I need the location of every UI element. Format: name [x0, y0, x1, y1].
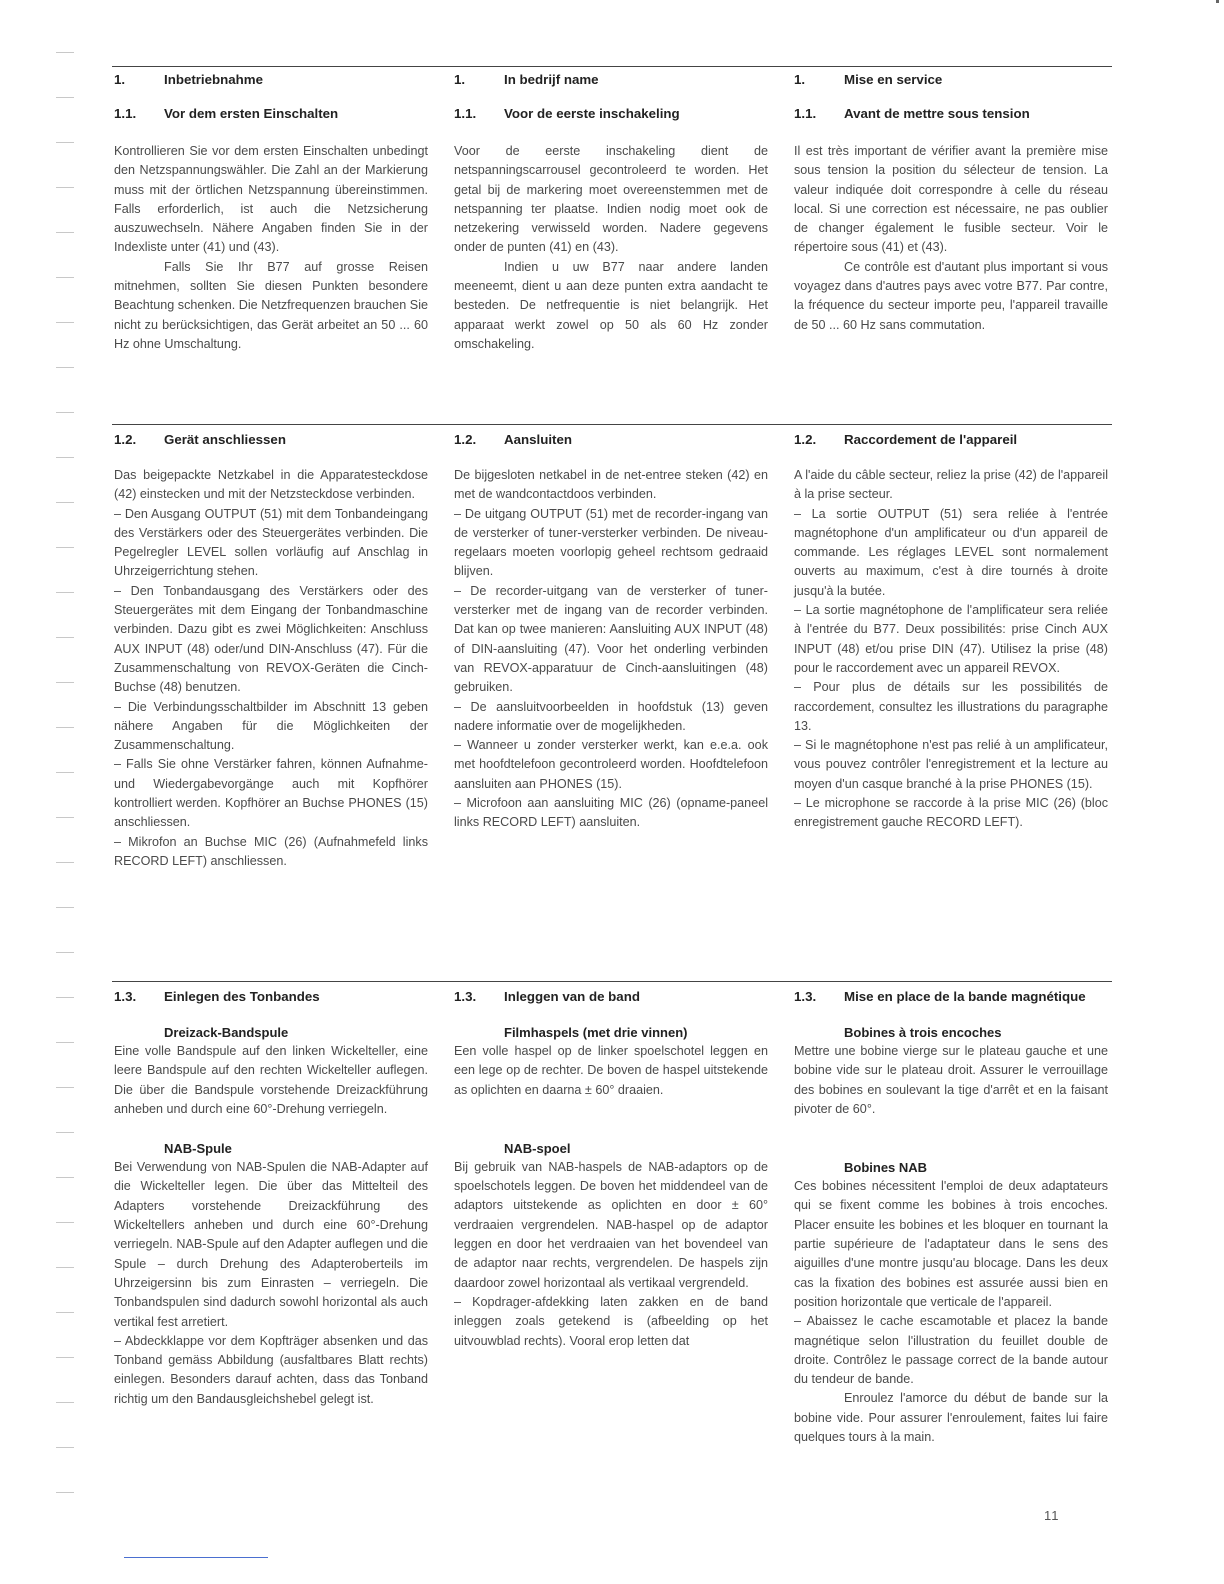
margin-tick	[56, 367, 74, 368]
margin-tick	[56, 1087, 74, 1088]
chapter-heading	[794, 72, 1108, 88]
heading-title: Aansluiten	[504, 432, 572, 447]
paragraph: – Pour plus de détails sur les possibilités de raccordement, consultez les illustrations du paragraphe 13.	[794, 680, 1108, 733]
section-heading	[114, 989, 428, 1005]
heading-number: 1.3.	[454, 989, 477, 1004]
margin-tick	[56, 1357, 74, 1358]
heading-title: Raccordement de l'appareil	[844, 432, 1018, 447]
subheading: NAB-Spule	[164, 1141, 232, 1157]
heading-number: 1.1.	[114, 106, 137, 121]
margin-tick	[56, 1042, 74, 1043]
paragraph: Falls Sie Ihr B77 auf grosse Reisen mitnehmen, sollten Sie diesen Punkten besondere Beachtung schenken. Die Netzfrequenzen brauchen Sie nicht zu berücksichtigen, das Gerät arbeitet an 50 ... 60 Hz ohne Umschaltung.	[114, 259, 428, 351]
paragraph: Das beigepackte Netzkabel in die Apparatesteckdose (42) einstecken und mit der Netzsteckdose verbinden.	[114, 468, 428, 502]
paragraph: Eine volle Bandspule auf den linken Wickelteller, eine leere Bandspule auf den rechten Wickelteller auflegen. Die über die Bandspule vorstehende Dreizackführung anheben und durch eine 60°-Drehung verriegeln.	[114, 1044, 428, 1116]
margin-tick	[56, 592, 74, 593]
heading-title: Gerät anschliessen	[164, 432, 286, 447]
paragraph: Voor de eerste inschakeling dient de netspanningscarrousel gecontroleerd te worden. Het getal bij de markering moet overeenstemmen met de netspanning ter plaatse. Indien nodig moet ook de netzekering verwisseld worden. Nadere gegevens onder de punten (41) en (43).	[454, 144, 768, 255]
margin-tick	[56, 502, 74, 503]
section-body	[794, 466, 1108, 833]
subheading: Filmhaspels (met drie vinnen)	[504, 1025, 688, 1040]
paragraph: Mettre une bobine vierge sur le plateau gauche et une bobine vide sur le plateau droit. Assurer le verrouillage des bobines en soulevant la tige d'arrêt et en la faisant pivoter de 60°.	[794, 1044, 1108, 1116]
section-heading	[454, 432, 768, 448]
margin-tick	[56, 232, 74, 233]
paragraph: – De aansluitvoorbeelden in hoofdstuk (13) geven nadere informatie over de mogelijkheden.	[454, 699, 768, 733]
margin-tick	[56, 322, 74, 323]
paragraph: Indien u uw B77 naar andere landen meeneemt, dient u aan deze punten extra aandacht te besteden. De netfrequentie is niet belangrijk. Het apparaat werkt zowel op 50 als 60 Hz zonder omschakeling.	[454, 259, 768, 351]
heading-number: 1.2.	[794, 432, 817, 447]
paragraph: Een volle haspel op de linker spoelschotel leggen en een lege op de rechter. De boven de haspel uitstekende as oplichten en daarna ± 60° draaien.	[454, 1044, 768, 1097]
margin-tick	[56, 412, 74, 413]
margin-tick	[56, 1492, 74, 1493]
margin-tick	[56, 862, 74, 863]
paragraph: – De uitgang OUTPUT (51) met de recorder-ingang van de versterker of tuner-versterker verbinden. De niveau-regelaars moeten voorlopig geheel rechtsom gedraaid blijven.	[454, 506, 768, 579]
margin-tick	[56, 997, 74, 998]
corner-mark	[1216, 0, 1219, 3]
margin-tick	[56, 682, 74, 683]
section-heading	[114, 432, 428, 448]
heading-number: 1.3.	[114, 989, 137, 1004]
section-body	[794, 1023, 1108, 1447]
paragraph: – Die Verbindungsschaltbilder im Abschnitt 13 geben nähere Angaben für die Möglichkeiten der Zusammenschaltung.	[114, 699, 428, 753]
margin-tick	[56, 52, 74, 53]
paragraph: – Le microphone se raccorde à la prise MIC (26) (bloc enregistrement gauche RECORD LEFT).	[794, 796, 1108, 830]
binding-margin-marks	[56, 40, 76, 1560]
margin-tick	[56, 727, 74, 728]
paragraph: – Den Ausgang OUTPUT (51) mit dem Tonbandeingang des Verstärkers oder des Steuergerätes verbinden. Die Pegelregler LEVEL sollen vorläufig auf Anschlag in Uhrzeigerrichtung stehen.	[114, 506, 428, 579]
section-heading	[454, 106, 768, 122]
heading-title: Vor dem ersten Einschalten	[164, 106, 339, 121]
section-rule	[112, 424, 1112, 425]
margin-tick	[56, 1402, 74, 1403]
heading-title: Avant de mettre sous tension	[844, 106, 1030, 121]
heading-number: 1.2.	[114, 432, 137, 447]
heading-title: In bedrijf name	[504, 72, 599, 87]
heading-number: 1.	[454, 72, 466, 87]
heading-number: 1.1.	[794, 106, 817, 121]
heading-number: 1.	[114, 72, 126, 87]
section-body	[454, 466, 768, 833]
margin-tick	[56, 1447, 74, 1448]
margin-tick	[56, 97, 74, 98]
paragraph: – Si le magnétophone n'est pas relié à un amplificateur, vous pouvez contrôler l'enregistrement et la lecture au moyen d'un casque branché à la prise PHONES (15).	[794, 738, 1108, 791]
paragraph: De bijgesloten netkabel in de net-entree steken (42) en met de wandcontactdoos verbinden.	[454, 468, 768, 502]
margin-tick	[56, 277, 74, 278]
margin-tick	[56, 817, 74, 818]
paragraph: – De recorder-uitgang van de versterker of tuner-versterker met de ingang van de recorder verbinden. Dat kan op twee manieren: Aansluiting AUX INPUT (48) of DIN-aansluiting (47). Voor het onderling verbinden van REVOX-apparatuur de Cinch-aansluitingen (48) gebruiken.	[454, 583, 768, 695]
section-heading	[794, 106, 1108, 122]
heading-title: Inleggen van de band	[504, 989, 640, 1004]
paragraph: – Mikrofon an Buchse MIC (26) (Aufnahmefeld links RECORD LEFT) anschliessen.	[114, 834, 428, 868]
paragraph: A l'aide du câble secteur, reliez la prise (42) de l'appareil à la prise secteur.	[794, 468, 1108, 502]
subheading: Dreizack-Bandspule	[164, 1025, 289, 1040]
subheading: Bobines à trois encoches	[844, 1025, 1002, 1040]
bottom-link-line	[124, 1557, 268, 1558]
section-rule	[112, 981, 1112, 982]
margin-tick	[56, 1132, 74, 1133]
section-heading	[454, 989, 768, 1005]
paragraph: – Wanneer u zonder versterker werkt, kan e.e.a. ook met hoofdtelefoon gecontroleerd worden. Hoofdtelefoon aansluiten aan PHONES (15).	[454, 738, 768, 791]
section-rule	[112, 66, 1112, 67]
paragraph: Kontrollieren Sie vor dem ersten Einschalten unbedingt den Netzspannungswähler. Die Zahl an der Markierung muss mit der örtlichen Netzspannung übereinstimmen. Falls erforderlich, ist auch die Netzsicherung auszuwechseln. Nähere Angaben finden Sie in der Indexliste unter (41) und (43).	[114, 144, 428, 255]
margin-tick	[56, 1177, 74, 1178]
section-heading	[114, 106, 428, 122]
heading-number: 1.2.	[454, 432, 477, 447]
paragraph: Bij gebruik van NAB-haspels de NAB-adaptors op de spoelschotels leggen. De boven het middendeel van de adaptors uitstekende as oplichten en door ± 60° verdraaien vergrendelen. NAB-haspel op de adaptor leggen en door het verdraaien van het bovendeel van de adaptor naar rechts, vergrendelen. De haspels zijn daardoor zowel horizontaal als vertikaal vergrendeld.	[454, 1159, 768, 1290]
paragraph: Il est très important de vérifier avant la première mise sous tension la position du sélecteur de tension. La valeur indiquée doit correspondre à celle du réseau local. Si une correction est nécessaire, ne pas oublier de changer également le fusible secteur. Voir le répertoire sous (41) et (43).	[794, 144, 1108, 255]
paragraph: – Den Tonbandausgang des Verstärkers oder des Steuergerätes mit dem Eingang der Tonbandmaschine verbinden. Dazu gibt es zwei Möglichkeiten: Anschluss AUX INPUT (48) oder/und DIN-Anschluss (47). Für die Zusammenschaltung von REVOX-Geräten die Cinch-Buchse (48) benutzen.	[114, 583, 428, 695]
paragraph: – Microfoon aan aansluiting MIC (26) (opname-paneel links RECORD LEFT) aansluiten.	[454, 796, 768, 830]
margin-tick	[56, 637, 74, 638]
margin-tick	[56, 1222, 74, 1223]
section-heading	[794, 432, 1108, 448]
paragraph: – La sortie magnétophone de l'amplificateur sera reliée à l'entrée du B77. Deux possibilités: prise Cinch AUX INPUT (48) et/ou prise DIN (47). Utilisez la prise (48) pour le raccordement avec un appareil REVOX.	[794, 603, 1108, 675]
margin-tick	[56, 1312, 74, 1313]
paragraph: Enroulez l'amorce du début de bande sur la bobine vide. Pour assurer l'enroulement, faites lui faire quelques tours à la main.	[794, 1391, 1108, 1445]
section-body	[114, 142, 428, 354]
margin-tick	[56, 142, 74, 143]
margin-tick	[56, 187, 74, 188]
paragraph: – Abaissez le cache escamotable et placez la bande magnétique selon l'illustration du feuillet double de droite. Contrôlez le passage correct de la bande autour du tendeur de bande.	[794, 1314, 1108, 1387]
paragraph: Bei Verwendung von NAB-Spulen die NAB-Adapter auf die Wickelteller legen. Die über das Mittelteil des Adapters vorstehende Dreizackführung des Wickeltellers anheben und durch eine 60°-Drehung verriegeln. NAB-Spule auf den Adapter auflegen und die Spule – durch Drehung des Adapteroberteils im Uhrzeigersinn bis zum Einrasten – verriegeln. Die Tonbandspulen sind dadurch sowohl horizontal als auch vertikal fest arretiert.	[114, 1160, 428, 1329]
section-body	[794, 142, 1108, 335]
margin-tick	[56, 907, 74, 908]
heading-title: Mise en place de la bande magnétique	[844, 989, 1086, 1004]
heading-number: 1.1.	[454, 106, 477, 121]
section-body	[114, 466, 428, 871]
section-body	[454, 142, 768, 354]
heading-number: 1.	[794, 72, 806, 87]
section-heading	[794, 989, 1108, 1005]
paragraph: – Kopdrager-afdekking laten zakken en de band inleggen zoals getekend is (afbeelding op het uitvouwblad rechts). Vooral erop letten dat	[454, 1294, 768, 1348]
heading-number: 1.3.	[794, 989, 817, 1004]
paragraph: Ce contrôle est d'autant plus important si vous voyagez dans d'autres pays avec votre B77. Par contre, la fréquence du secteur importe peu, l'appareil travaille de 50 ... 60 Hz sans commutation.	[794, 259, 1108, 332]
paragraph: – La sortie OUTPUT (51) sera reliée à l'entrée magnétophone d'un amplificateur ou d'un appareil de commande. Les réglages LEVEL sont normalement ouverts au maximum, c'est à dire tournés à droite jusqu'à la butée.	[794, 506, 1108, 598]
subheading: NAB-spoel	[504, 1140, 571, 1156]
margin-tick	[56, 457, 74, 458]
subheading: Bobines NAB	[844, 1160, 928, 1176]
spacer	[114, 1119, 428, 1139]
chapter-heading	[114, 72, 428, 88]
heading-title: Einlegen des Tonbandes	[164, 989, 320, 1004]
margin-tick	[56, 547, 74, 548]
margin-tick	[56, 772, 74, 773]
section-body	[454, 1023, 768, 1351]
paragraph: Ces bobines nécessitent l'emploi de deux adaptateurs qui se fixent comme les bobines à trois encoches. Placer ensuite les bobines et les bloquer en tournant la partie supérieure de l'adaptateur dans le sens des aiguilles d'une montre jusqu'au blocage. Dans les deux cas la fixation des bobines est assurée aussi bien en position horizontale que verticale de l'appareil.	[794, 1179, 1108, 1309]
heading-title: Voor de eerste inschakeling	[504, 106, 680, 121]
chapter-heading	[454, 72, 768, 88]
heading-title: Mise en service	[844, 72, 943, 87]
margin-tick	[56, 952, 74, 953]
page-number: 11	[1044, 1508, 1060, 1523]
paragraph: – Abdeckklappe vor dem Kopfträger absenken und das Tonband gemäss Abbildung (ausfaltbares Blatt rechts) einlegen. Besonders darauf achten, dass das Tonband richtig um den Bandausgleichshebel gelegt ist.	[114, 1333, 428, 1406]
spacer	[794, 1119, 1108, 1158]
heading-title: Inbetriebnahme	[164, 72, 264, 87]
spacer	[454, 1100, 768, 1139]
paragraph: – Falls Sie ohne Verstärker fahren, können Aufnahme- und Wiedergabevorgänge auch mit Kopfhörer kontrolliert werden. Kopfhörer an Buchse PHONES (15) anschliessen.	[114, 757, 428, 830]
margin-tick	[56, 1267, 74, 1268]
section-body	[114, 1023, 428, 1409]
